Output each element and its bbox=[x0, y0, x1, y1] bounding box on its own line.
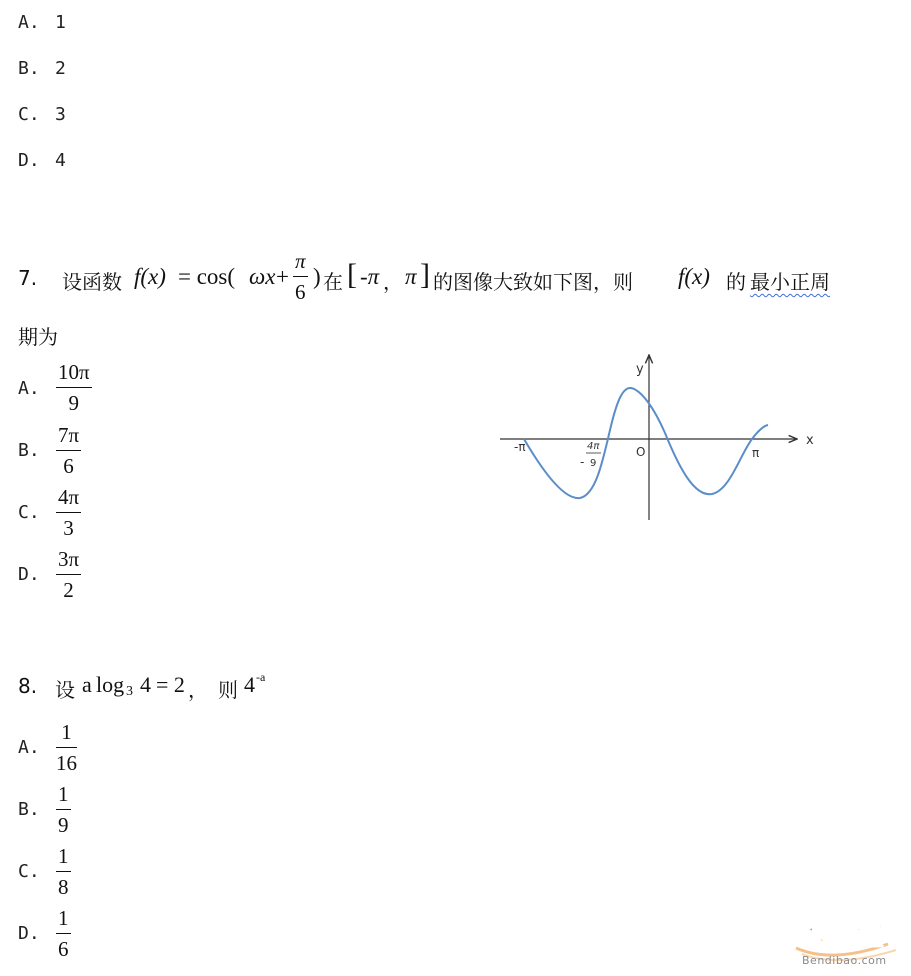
tick-numerator: 4π bbox=[587, 441, 600, 452]
q8-four: 4 bbox=[244, 672, 255, 697]
q7-option-a-letter: A. bbox=[18, 378, 40, 399]
q8-option-c-fraction bbox=[56, 844, 71, 900]
q8-a: a bbox=[82, 672, 92, 697]
q6-option-c-value: 3 bbox=[55, 104, 66, 125]
q8-log: log bbox=[96, 672, 125, 697]
q7-option-d-letter: D. bbox=[18, 564, 40, 585]
q6-option-a-letter: A. bbox=[18, 12, 40, 33]
q7-plus: + bbox=[276, 264, 289, 289]
q7-zai: 在 bbox=[323, 270, 343, 294]
q7-option-b-den: 6 bbox=[63, 454, 74, 478]
q7-six-denominator: 6 bbox=[295, 280, 306, 304]
q7-option-d-den: 2 bbox=[63, 578, 74, 602]
q7-interval-comma: ， bbox=[383, 270, 403, 294]
q7-line2: 期为 bbox=[18, 325, 58, 349]
q7-pi-numerator: π bbox=[295, 249, 306, 273]
q7-text-mid: 的图像大致如下图，则 bbox=[433, 270, 633, 294]
q7-cosine-graph bbox=[490, 345, 830, 530]
q7-close-paren: ) bbox=[313, 264, 321, 289]
q7-omega-x: ωx bbox=[249, 264, 276, 289]
watermark-cn-text: 本地宝 bbox=[798, 919, 886, 952]
tick-minus: - bbox=[580, 455, 585, 469]
q6-option-c-letter: C. bbox=[18, 104, 40, 125]
q7-interval-pi: π bbox=[405, 264, 417, 289]
q6-option-d-letter: D. bbox=[18, 150, 40, 171]
q8-log-arg: 4 bbox=[140, 672, 151, 697]
q7-option-b-fraction bbox=[56, 423, 81, 479]
q7-interval-open: [ bbox=[347, 258, 357, 291]
q8-option-c-den: 8 bbox=[58, 875, 69, 899]
q8-option-a-den: 16 bbox=[56, 751, 77, 775]
pi-label: π bbox=[752, 446, 760, 460]
q7-option-c-fraction bbox=[56, 485, 81, 541]
q7-text-wavy: 最小正周 bbox=[750, 270, 830, 294]
q7-eq-cos: = cos( bbox=[178, 264, 236, 289]
watermark-en-text: Bendibao.com bbox=[802, 954, 887, 967]
q8-option-b-den: 9 bbox=[58, 813, 69, 837]
q6-option-b-letter: B. bbox=[18, 58, 40, 79]
q8-comma: ， bbox=[188, 678, 208, 702]
q7-option-c-num: 4π bbox=[58, 485, 80, 509]
q8-option-d-letter: D. bbox=[18, 923, 40, 944]
q8-option-b-letter: B. bbox=[18, 799, 40, 820]
q8-option-c-letter: C. bbox=[18, 861, 40, 882]
q7-neg-pi: -π bbox=[360, 264, 380, 289]
q8-option-a-num: 1 bbox=[61, 720, 72, 744]
q7-text-before: 设函数 bbox=[62, 270, 122, 294]
q7-interval-close: ] bbox=[420, 258, 430, 291]
q7-number: 7. bbox=[18, 266, 38, 290]
q7-option-d-fraction bbox=[56, 547, 81, 603]
q6-option-d-value: 4 bbox=[55, 150, 66, 171]
x-axis-label: x bbox=[806, 433, 814, 448]
q7-pi-over-six bbox=[293, 249, 308, 305]
q7-func: f(x) bbox=[134, 264, 166, 289]
q8-log-base: 3 bbox=[126, 684, 133, 699]
q8-number: 8. bbox=[18, 674, 38, 698]
q7-option-c-letter: C. bbox=[18, 502, 40, 523]
q7-func2: f(x) bbox=[678, 264, 710, 289]
y-axis-label: y bbox=[636, 362, 644, 377]
tick-denominator: 9 bbox=[590, 458, 597, 469]
q8-exponent: -a bbox=[256, 670, 266, 684]
q8-option-b-num: 1 bbox=[58, 782, 69, 806]
q8-option-d-den: 6 bbox=[58, 937, 69, 961]
origin-label: O bbox=[636, 445, 646, 459]
q8-option-c-num: 1 bbox=[58, 844, 69, 868]
q7-option-b-letter: B. bbox=[18, 440, 40, 461]
q7-option-d-num: 3π bbox=[58, 547, 80, 571]
q7-option-a-den: 9 bbox=[68, 391, 80, 415]
q8-option-d-num: 1 bbox=[58, 906, 69, 930]
q8-option-d-fraction bbox=[56, 906, 71, 962]
cosine-curve bbox=[524, 388, 768, 498]
q6-option-a-value: 1 bbox=[55, 12, 66, 33]
q8-eq: = 2 bbox=[156, 672, 185, 697]
q7-option-a-num: 10π bbox=[58, 360, 90, 384]
bendibao-watermark-logo bbox=[792, 914, 904, 972]
q7-option-b-num: 7π bbox=[58, 423, 80, 447]
neg-pi-label: -π bbox=[514, 440, 526, 454]
q7-option-c-den: 3 bbox=[63, 516, 74, 540]
q8-option-b-fraction bbox=[56, 782, 71, 838]
q8-option-a-letter: A. bbox=[18, 737, 40, 758]
q7-text-de: 的 bbox=[726, 270, 746, 294]
q8-ze: 则 bbox=[218, 678, 238, 702]
q8-she: 设 bbox=[55, 678, 75, 702]
q7-option-a-fraction bbox=[56, 360, 92, 416]
q6-option-b-value: 2 bbox=[55, 58, 66, 79]
q8-option-a-fraction bbox=[56, 720, 77, 776]
